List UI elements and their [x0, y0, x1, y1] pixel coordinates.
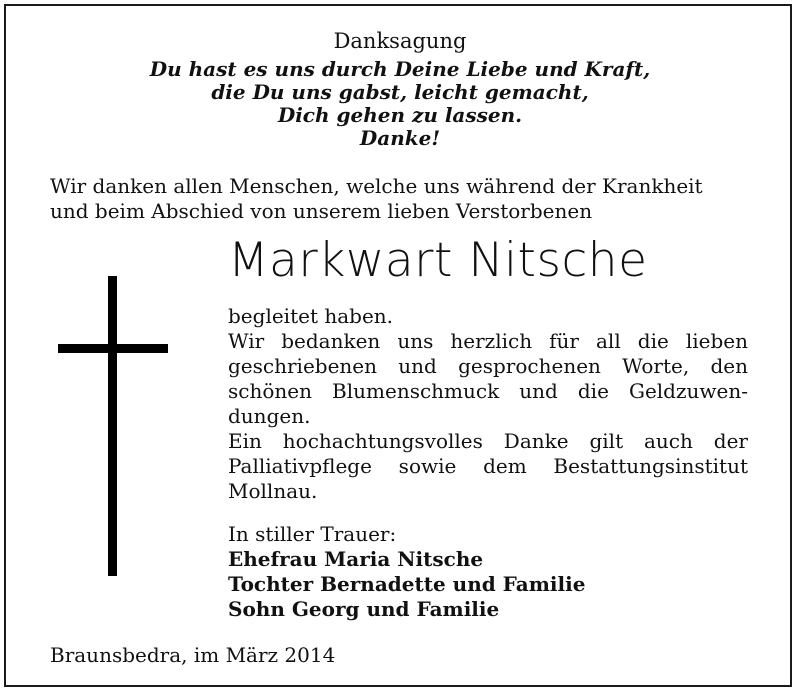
thanks-line: begleitet haben.	[228, 304, 394, 328]
thanks-line: geschriebenen und gesprochenen Worte, den	[228, 354, 748, 378]
mourner: Tochter Bernadette und Familie	[228, 572, 586, 596]
mourner: Sohn Georg und Familie	[228, 597, 500, 621]
mourner: Ehefrau Maria Nitsche	[228, 547, 484, 571]
motto-line: die Du uns gabst, leicht gemacht,	[211, 80, 589, 104]
motto-line: Dich gehen zu lassen.	[277, 103, 523, 127]
intro-line: Wir danken allen Menschen, welche uns während der Krankheit	[50, 174, 703, 198]
thanks-line: schönen Blumenschmuck und die Geldzuwen-	[228, 379, 748, 403]
thanks-line: dungen.	[228, 404, 311, 428]
motto-line: Danke!	[359, 126, 441, 150]
motto-line: Du hast es uns durch Deine Liebe und Kraft,	[149, 57, 651, 81]
thanks-text	[228, 304, 748, 504]
deceased-name: Markwart Nitsche	[228, 233, 648, 288]
cross-icon	[58, 276, 168, 576]
intro-line: und beim Abschied von unserem lieben Verstorbenen	[50, 199, 593, 223]
mourning-label: In stiller Trauer:	[228, 522, 397, 546]
motto	[6, 58, 792, 150]
thanks-line: Ein hochachtungsvolles Danke gilt auch der	[228, 429, 748, 453]
cross-vertical-bar	[108, 276, 117, 576]
obituary-card	[4, 4, 792, 687]
heading: Danksagung	[333, 29, 467, 53]
intro-text	[50, 174, 750, 224]
place-date: Braunsbedra, im März 2014	[50, 643, 336, 667]
mourners-block	[228, 522, 748, 622]
thanks-line: Wir bedanken uns herzlich für all die lieben	[228, 329, 748, 353]
cross-horizontal-bar	[58, 344, 168, 353]
thanks-line: Mollnau.	[228, 479, 318, 503]
thanks-line: Palliativpflege sowie dem Bestattungsinstitut	[228, 454, 748, 478]
